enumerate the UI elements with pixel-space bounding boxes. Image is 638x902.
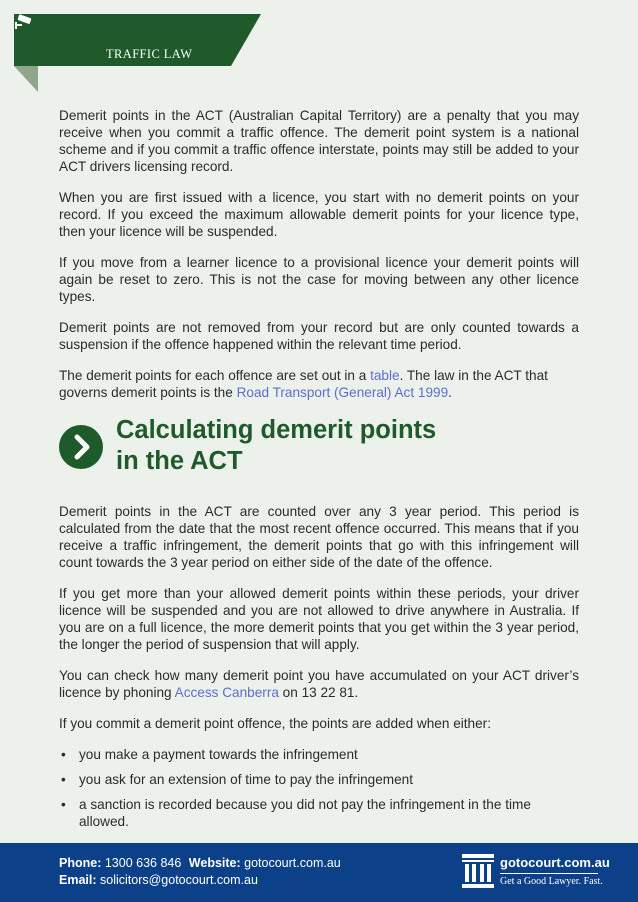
- footer: [0, 843, 638, 902]
- bullet-icon: •: [61, 772, 66, 787]
- section-paragraph: Demerit points in the ACT are counted over any 3 year period. This period is calculated from the date that the most recent offence occurred. This means that if you receive a traffic infringement, the demerit points that go with this infringement will count towards the 3 year period on either side of the date of the offence.: [59, 504, 579, 570]
- brand-tagline: Get a Good Lawyer. Fast.: [500, 876, 603, 887]
- conditions-list: [59, 746, 579, 830]
- security-camera-icon: [14, 14, 34, 30]
- section-title-line: Calculating demerit points: [116, 416, 437, 444]
- intro-paragraph: Demerit points are not removed from your record but are only counted towards a suspension if the offence happened within the relevant time period.: [59, 320, 579, 352]
- act-link[interactable]: Road Transport (General) Act 1999: [236, 385, 449, 400]
- header-banner: [14, 14, 261, 66]
- access-canberra-link[interactable]: Access Canberra: [174, 685, 279, 700]
- main-content: [59, 107, 579, 838]
- section-title-line: in the ACT: [116, 447, 243, 475]
- email-label: Email:: [59, 873, 97, 887]
- table-link[interactable]: table: [370, 368, 400, 383]
- text-segment: The demerit points for each offence are set out in a: [59, 368, 371, 383]
- list-item: [59, 796, 579, 830]
- bullet-icon: •: [61, 747, 66, 762]
- section-paragraph-link: [59, 667, 579, 701]
- website-link[interactable]: gotocourt.com.au: [244, 856, 341, 870]
- footer-contact-line: [59, 872, 341, 889]
- section-label: TRAFFIC LAW: [106, 47, 193, 61]
- website-label: Website:: [188, 856, 241, 870]
- list-item: [59, 746, 579, 763]
- email-link[interactable]: solicitors@gotocourt.com.au: [100, 873, 258, 887]
- courthouse-icon: [461, 853, 495, 889]
- text-segment: You can check how many demerit point you have accumulated on your ACT driver’s licence by phoning: [59, 668, 579, 700]
- bullet-icon: •: [61, 797, 66, 812]
- text-segment: .: [448, 385, 452, 400]
- section-heading: [59, 415, 579, 483]
- section-title: [116, 415, 436, 477]
- intro-paragraph-links: [59, 367, 579, 401]
- list-item: [59, 771, 579, 788]
- list-item-text: you make a payment towards the infringement: [79, 747, 358, 762]
- section-paragraph: If you get more than your allowed demerit points within these periods, your driver licence will be suspended and you are not allowed to drive anywhere in Australia. If you are on a full licence, the more demerit points that you get within the 3 year period, the longer the period of suspension that will apply.: [59, 586, 579, 652]
- section-paragraph: If you commit a demerit point offence, the points are added when either:: [59, 716, 491, 731]
- list-item-text: a sanction is recorded because you did not pay the infringement in the time allowed.: [79, 797, 531, 829]
- intro-paragraph: If you move from a learner licence to a provisional licence your demerit points will again be reset to zero. This is not the case for moving between any other licence types.: [59, 255, 579, 304]
- phone-number[interactable]: 1300 636 846: [104, 856, 182, 870]
- list-item-text: you ask for an extension of time to pay the infringement: [79, 772, 413, 787]
- text-segment: . The law in the ACT that governs demerit points is the: [59, 368, 548, 400]
- chevron-right-icon: [59, 425, 103, 469]
- divider: [500, 873, 598, 874]
- footer-contact-line: [59, 855, 341, 872]
- intro-paragraph: When you are first issued with a licence, you start with no demerit points on your record. If you exceed the maximum allowable demerit points for your licence type, then your licence will be suspended.: [59, 190, 579, 239]
- footer-contact: [59, 855, 341, 889]
- text-segment: on 13 22 81.: [278, 685, 359, 700]
- phone-label: Phone:: [59, 856, 102, 870]
- brand-name[interactable]: gotocourt.com.au: [500, 855, 610, 870]
- intro-paragraph: Demerit points in the ACT (Australian Capital Territory) are a penalty that you may receive when you commit a traffic offence. The demerit point system is a national scheme and if you commit a traffic offence interstate, points may still be added to your ACT drivers licensing record.: [59, 108, 579, 174]
